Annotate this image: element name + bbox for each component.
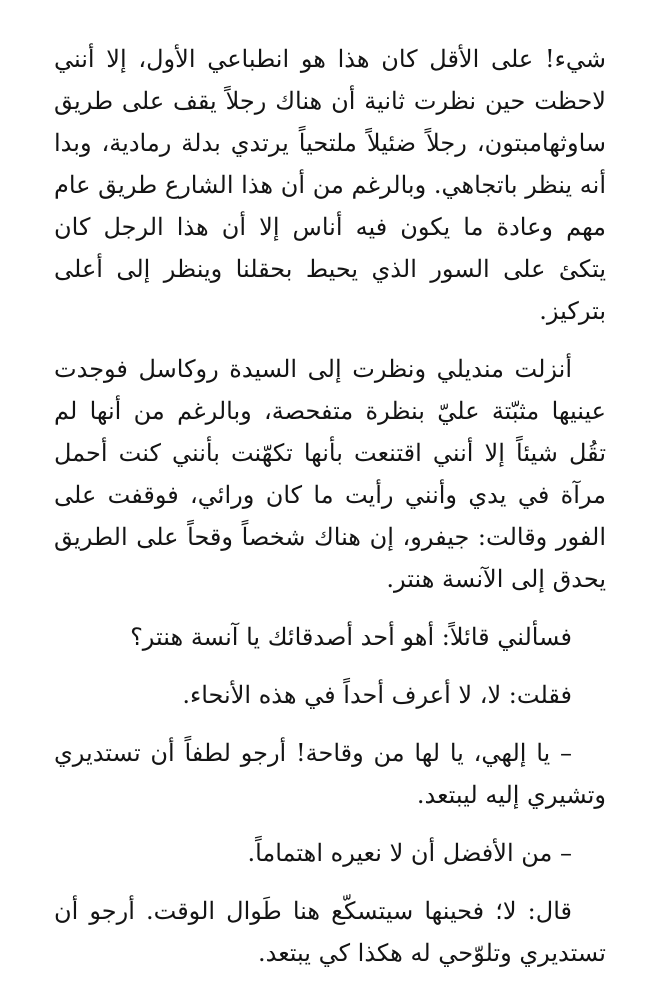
book-page [54, 38, 606, 974]
paragraph-5: – يا إلهي، يا لها من وقاحة! أرجو لطفاً أن تستديري وتشيري إليه ليبتعد. [54, 739, 606, 809]
paragraph-7: قال: لا؛ فحينها سيتسكّع هنا طَوال الوقت. أرجو أن تستديري وتلوّحي له هكذا كي يبتعد. [54, 897, 606, 967]
paragraph-4: فقلت: لا، لا أعرف أحداً في هذه الأنحاء. [182, 681, 572, 709]
paragraph-6: – من الأفضل أن لا نعيره اهتماماً. [247, 839, 572, 867]
paragraph-1: شيء! على الأقل كان هذا هو انطباعي الأول، إلا أنني لاحظت حين نظرت ثانية أن هناك رجلاً يقف على طريق ساوثهامبتون، رجلاً ضئيلاً ملتحياً يرتدي بدلة رمادية، وبدا أنه ينظر باتجاهي. وبالرغم من أن هذا الشارع طريق عام مهم وعادة ما يكون فيه أناس إلا أن هذا الرجل كان يتكئ على السور الذي يحيط بحقلنا وينظر إلى أعلى بتركيز. [54, 45, 606, 325]
paragraph-3: فسألني قائلاً: أهو أحد أصدقائك يا آنسة هنتر؟ [130, 623, 572, 651]
paragraph-2: أنزلت منديلي ونظرت إلى السيدة روكاسل فوجدت عينيها مثبّتة عليّ بنظرة متفحصة، وبالرغم من أنها لم تقُل شيئاً إلا أنني اقتنعت بأنها تكهّنت بأنني كنت أحمل مرآة في يدي وأنني رأيت ما كان ورائي، فوقفت على الفور وقالت: جيفرو، إن هناك شخصاً وقحاً على الطريق يحدق إلى الآنسة هنتر. [54, 355, 606, 593]
